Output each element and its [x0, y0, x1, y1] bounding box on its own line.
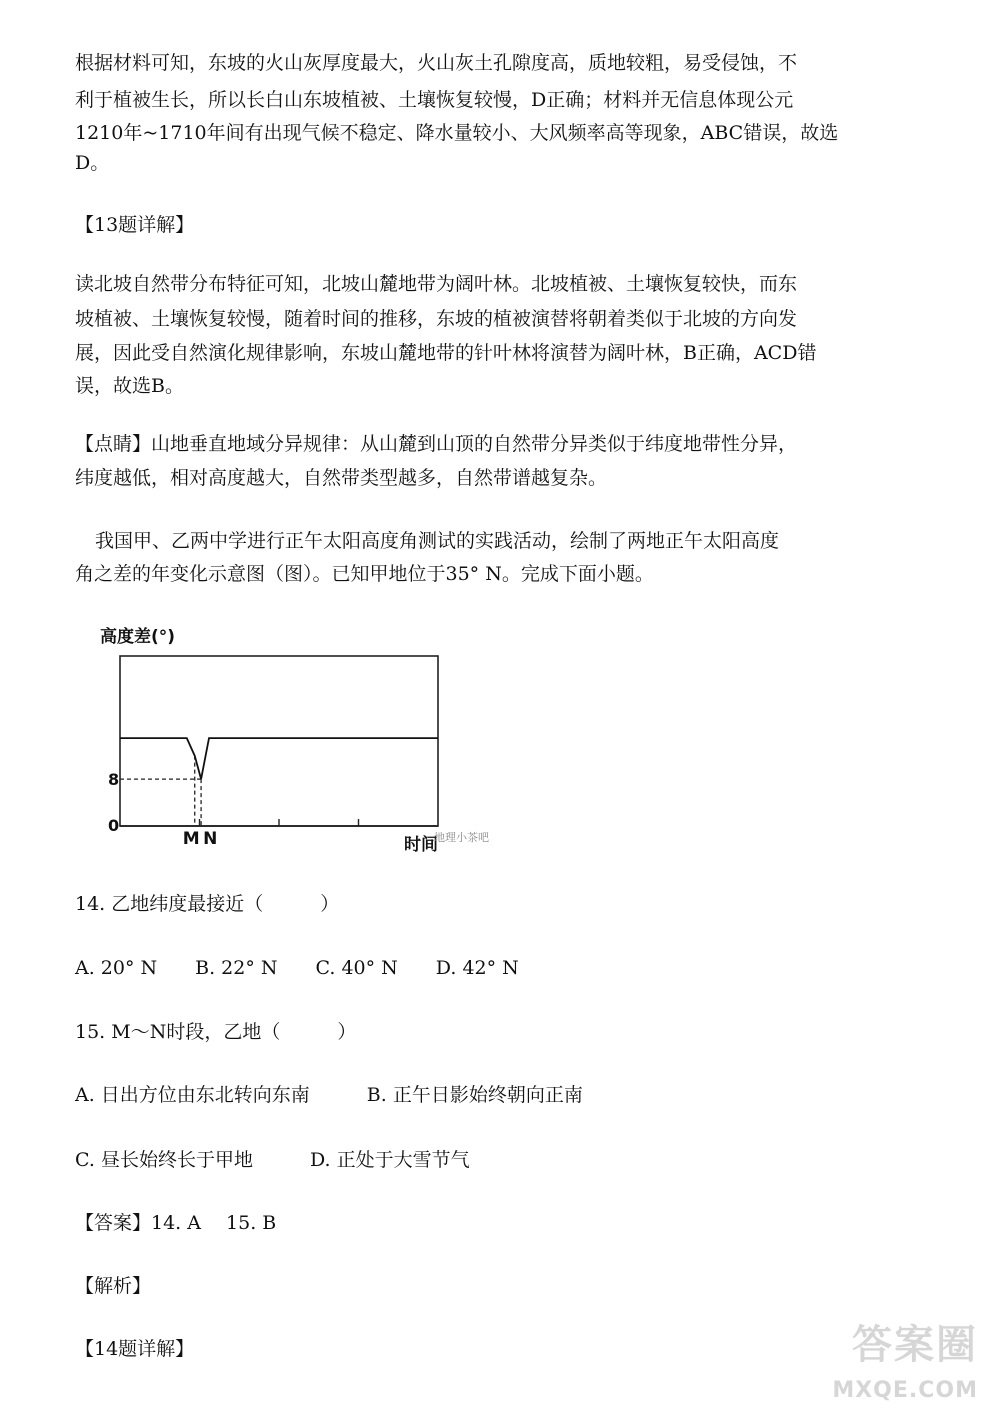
analysis-12-line-4: D。	[75, 152, 110, 174]
x-marker-m: M	[182, 829, 200, 849]
dianjing-line-2: 纬度越低，相对高度越大，自然带类型越多，自然带谱越复杂。	[75, 467, 608, 489]
analysis-12-line-1: 根据材料可知，东坡的火山灰厚度最大，火山灰土孔隙度高，质地较粗，易受侵蚀，不	[75, 52, 798, 74]
chart-watermark: 地理小茶吧	[434, 831, 489, 844]
page-watermark	[778, 1313, 978, 1403]
question-intro-line-2: 角之差的年变化示意图（图）。已知甲地位于35° N。完成下面小题。	[75, 563, 654, 585]
q15-stem: 15. M～N时段，乙地（ ）	[75, 1021, 357, 1043]
chart-x-ticks	[200, 819, 359, 826]
chart-plot-frame	[120, 656, 438, 826]
analysis-13-line-3: 展，因此受自然演化规律影响，东坡山麓地带的针叶林将演替为阔叶林，B正确，ACD错	[75, 342, 817, 364]
chart-ylabel: 高度差(°)	[100, 627, 176, 647]
analysis-13-line-2: 坡植被、土壤恢复较慢，随着时间的推移，东坡的植被演替将朝着类似于北坡的方向发	[75, 308, 798, 330]
q15-options-row-1: A. 日出方位由东北转向东南 B. 正午日影始终朝向正南	[75, 1084, 583, 1106]
y-tick-label-0: 0	[108, 816, 120, 835]
q14-options: A. 20° N B. 22° N C. 40° N D. 42° N	[75, 957, 519, 979]
heading-14: 【14题详解】	[75, 1338, 195, 1360]
watermark-logo-text: 答案圈	[852, 1322, 978, 1368]
jiexi-heading: 【解析】	[75, 1275, 152, 1297]
q15-options-row-2: C. 昼长始终长于甲地 D. 正处于大雪节气	[75, 1149, 470, 1171]
question-intro-line-1: 我国甲、乙两中学进行正午太阳高度角测试的实践活动，绘制了两地正午太阳高度	[95, 530, 780, 552]
watermark-site-text: MXQE.COM	[832, 1378, 978, 1403]
analysis-13-line-4: 误，故选B。	[75, 375, 184, 397]
dianjing-line-1: 【点睛】山地垂直地域分异规律：从山麓到山顶的自然带分异类似于纬度地带性分异，	[75, 433, 798, 455]
x-marker-n: N	[203, 829, 218, 849]
altitude-difference-chart	[88, 618, 528, 858]
analysis-12-line-2: 利于植被生长，所以长白山东坡植被、土壤恢复较慢，D正确；材料并无信息体现公元	[75, 89, 794, 111]
analysis-12-line-3: 1210年~1710年间有出现气候不稳定、降水量较小、大风频率高等现象，ABC错误，故选	[75, 122, 839, 144]
q14-stem: 14. 乙地纬度最接近（ ）	[75, 893, 340, 915]
chart-xlabel: 时间	[404, 835, 438, 855]
chart-series-line	[120, 738, 438, 779]
answer-line: 【答案】14. A 15. B	[75, 1212, 277, 1234]
analysis-13-line-1: 读北坡自然带分布特征可知，北坡山麓地带为阔叶林。北坡植被、土壤恢复较快，而东	[75, 273, 798, 295]
chart-guides	[120, 756, 201, 826]
y-tick-label-8: 8	[108, 770, 120, 790]
heading-13: 【13题详解】	[75, 214, 195, 236]
